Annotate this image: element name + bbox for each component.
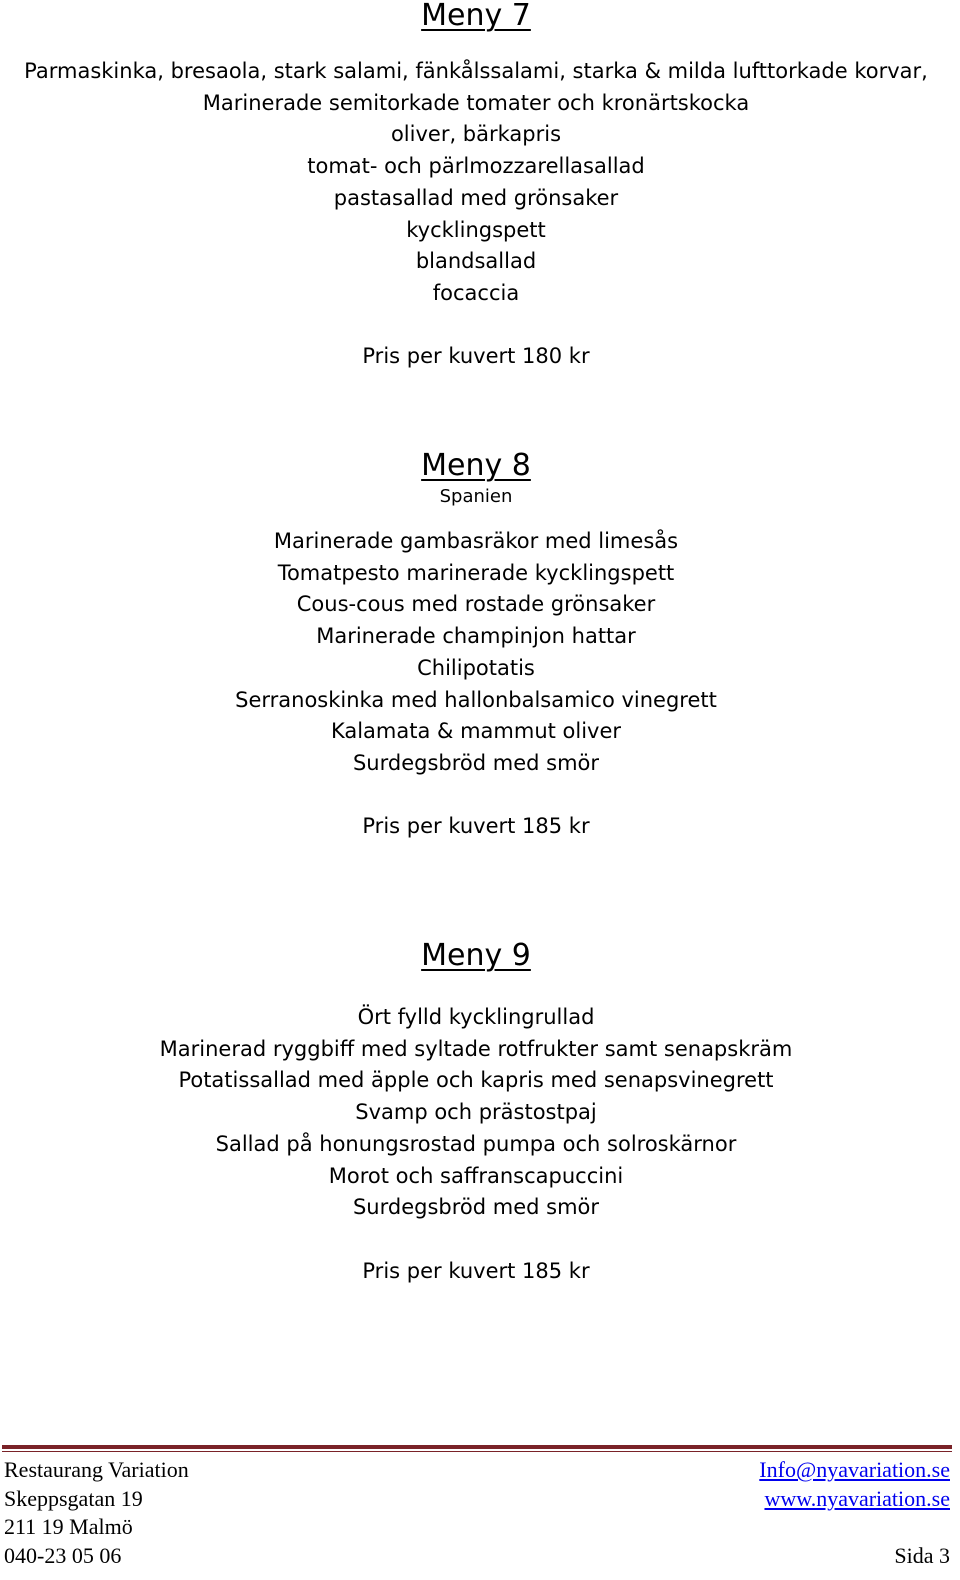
menu-9-price: Pris per kuvert 185 kr [362, 1258, 590, 1283]
footer-address [4, 1456, 189, 1570]
menu-item: kycklingspett [406, 217, 546, 242]
page-number: Sida 3 [894, 1542, 950, 1568]
menu-9-section [0, 940, 952, 1287]
menu-item: Potatissallad med äpple och kapris med senapsvinegrett [178, 1068, 774, 1093]
phone-number: 040-23 05 06 [4, 1542, 122, 1568]
menu-item: Parmaskinka, bresaola, stark salami, fänkålssalami, starka & milda lufttorkade korvar, [24, 59, 928, 83]
menu-8-section [0, 450, 952, 843]
menu-8-items [0, 526, 952, 780]
footer-divider [2, 1445, 952, 1449]
email-link[interactable]: Info@nyavariation.se [759, 1457, 950, 1482]
menu-7-items [0, 56, 952, 310]
footer-contact [759, 1456, 950, 1570]
menu-item: focaccia [432, 280, 520, 305]
menu-7-title: Meny 7 [421, 0, 531, 33]
menu-item: Marinerad ryggbiff med syltade rotfrukter samt senapskräm [159, 1036, 793, 1061]
menu-item: Tomatpesto marinerade kycklingspett [277, 560, 675, 585]
menu-item: Surdegsbröd med smör [352, 1195, 600, 1220]
street-address: Skeppsgatan 19 [4, 1485, 143, 1511]
menu-item: Surdegsbröd med smör [352, 750, 600, 775]
menu-item: Svamp och prästostpaj [355, 1100, 597, 1125]
menu-8-title: Meny 8 [421, 448, 531, 483]
menu-9-items [0, 1002, 952, 1224]
menu-7-price: Pris per kuvert 180 kr [362, 344, 590, 369]
menu-item: Serranoskinka med hallonbalsamico vinegrett [235, 687, 717, 712]
menu-item: Marinerade semitorkade tomater och kronärtskocka [202, 90, 750, 115]
menu-7-section [0, 0, 952, 373]
menu-8-price: Pris per kuvert 185 kr [362, 814, 590, 839]
menu-item: Cous-cous med rostade grönsaker [296, 592, 656, 617]
menu-item: Chilipotatis [417, 655, 535, 680]
menu-item: oliver, bärkapris [390, 122, 562, 147]
footer-spacer [759, 1513, 950, 1542]
menu-item: Marinerade champinjon hattar [316, 624, 636, 649]
postal-city: 211 19 Malmö [4, 1514, 133, 1539]
menu-item: tomat- och pärlmozzarellasallad [307, 154, 645, 179]
menu-item: Kalamata & mammut oliver [330, 719, 622, 744]
menu-item: Morot och saffranscapuccini [328, 1163, 624, 1188]
menu-item: Marinerade gambasräkor med limesås [273, 529, 679, 553]
menu-item: Sallad på honungsrostad pumpa och solroskärnor [215, 1131, 737, 1156]
restaurant-name: Restaurang Variation [4, 1457, 189, 1482]
website-link[interactable]: www.nyavariation.se [764, 1485, 950, 1511]
menu-item: blandsallad [415, 249, 537, 274]
menu-item: Ört fylld kycklingrullad [357, 1005, 595, 1029]
menu-item: pastasallad med grönsaker [333, 185, 619, 210]
menu-9-title: Meny 9 [421, 938, 531, 973]
menu-8-subtitle: Spanien [439, 486, 513, 507]
